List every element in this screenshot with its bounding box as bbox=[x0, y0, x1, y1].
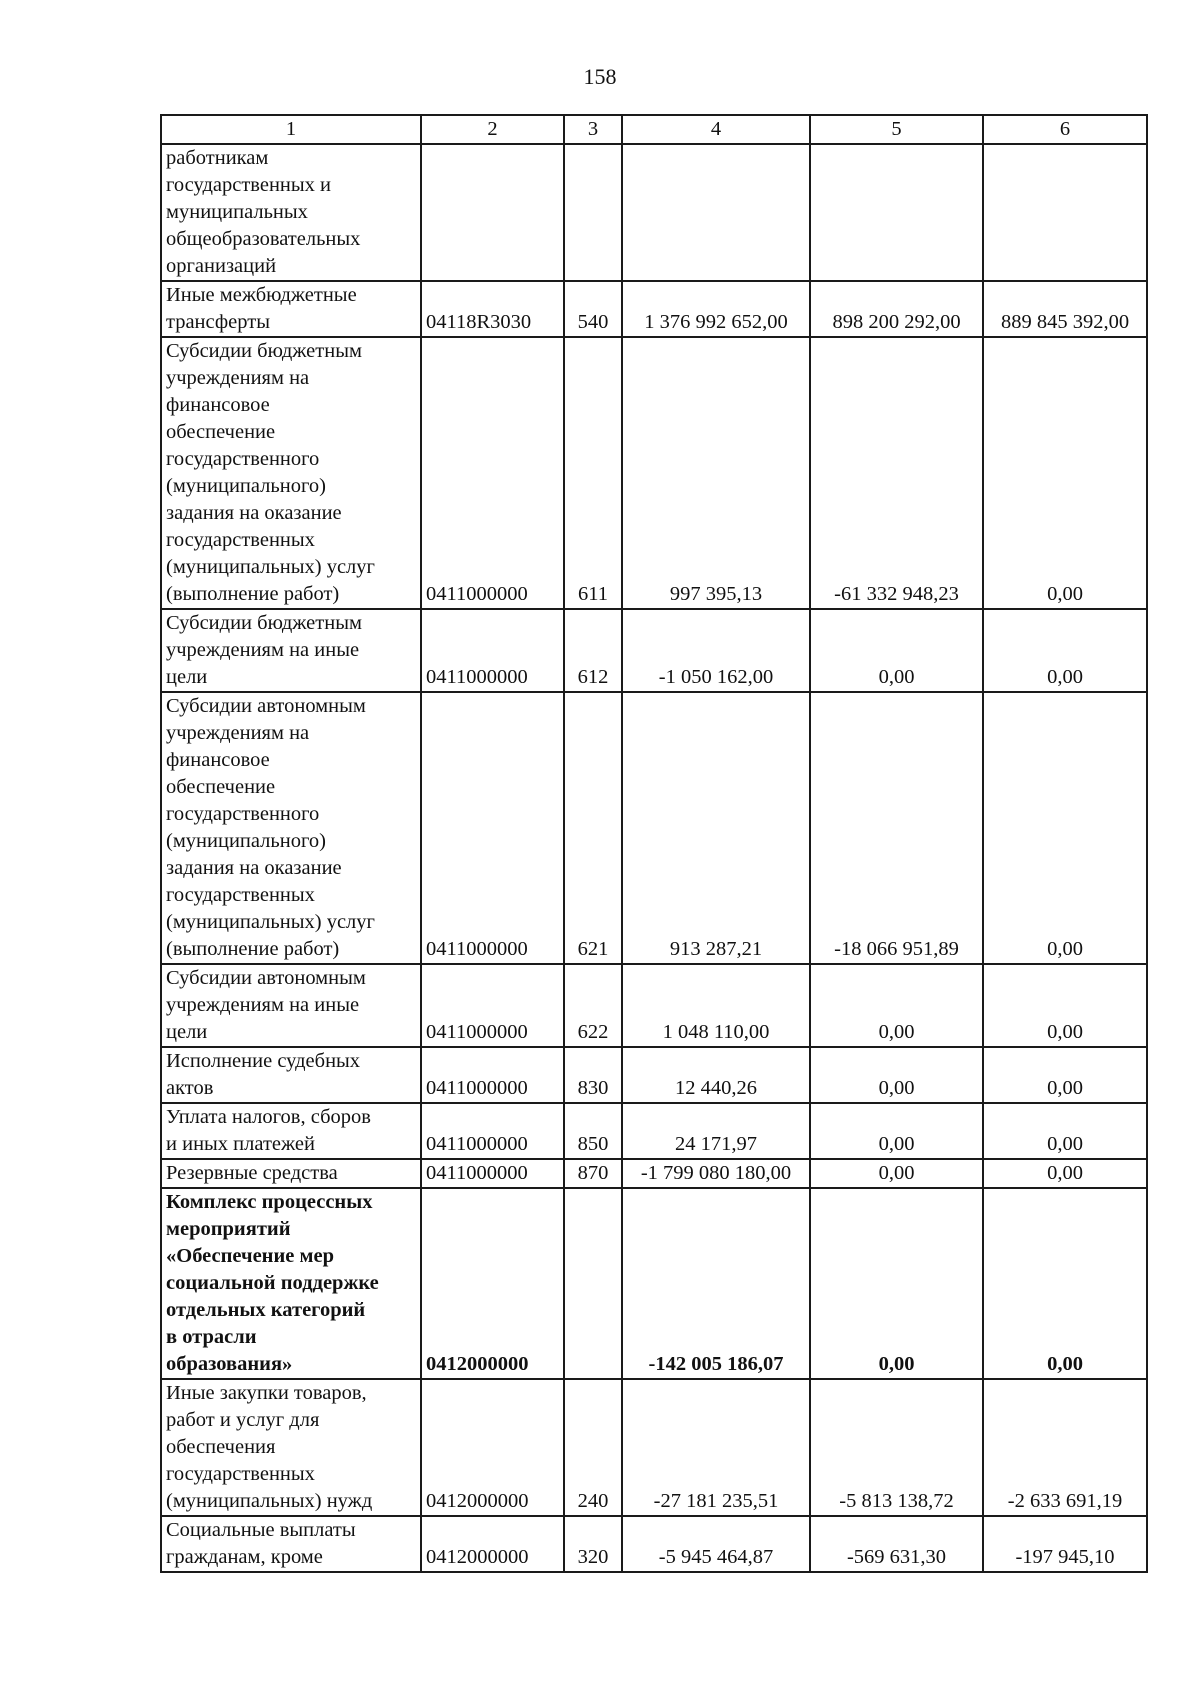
cell-expense-type-text: 830 bbox=[577, 1077, 609, 1099]
cell-code bbox=[421, 1188, 564, 1379]
cell-code-text: 0411000000 bbox=[426, 583, 528, 605]
cell-expense-type-text: 612 bbox=[577, 666, 609, 688]
cell-code-text: 0411000000 bbox=[426, 1021, 528, 1043]
column-header: 2 bbox=[421, 115, 564, 144]
cell-description-text: Иные межбюджетные трансферты bbox=[166, 284, 357, 333]
cell-amount-col6-text: 0,00 bbox=[1047, 938, 1083, 960]
cell-code-text: 04118R3030 bbox=[426, 311, 532, 333]
cell-amount-col5-text: -5 813 138,72 bbox=[839, 1490, 954, 1512]
cell-description-text: Субсидии бюджетным учреждениям на финансовое обеспечение государственного (муниципального) задания на оказание государственных (муниципальных) услуг (выполнение работ) bbox=[166, 340, 375, 605]
cell-amount-col5-text: -61 332 948,23 bbox=[834, 583, 959, 605]
cell-amount-col5-text: 0,00 bbox=[878, 1353, 915, 1375]
cell-code bbox=[421, 1047, 564, 1103]
cell-amount-col4-text: -1 799 080 180,00 bbox=[640, 1162, 792, 1184]
cell-amount-col4-text: 913 287,21 bbox=[669, 938, 763, 960]
cell-amount-col6 bbox=[983, 692, 1147, 964]
cell-expense-type bbox=[564, 144, 622, 281]
cell-amount-col5 bbox=[810, 1159, 983, 1188]
cell-expense-type bbox=[564, 281, 622, 337]
cell-code bbox=[421, 1379, 564, 1516]
cell-amount-col6-text: 889 845 392,00 bbox=[1000, 311, 1130, 333]
cell-amount-col6-text: -197 945,10 bbox=[1015, 1546, 1115, 1568]
cell-amount-col6-text: 0,00 bbox=[1047, 1021, 1083, 1043]
cell-amount-col4 bbox=[622, 281, 810, 337]
cell-code bbox=[421, 609, 564, 692]
cell-amount-col4 bbox=[622, 144, 810, 281]
cell-amount-col6 bbox=[983, 1379, 1147, 1516]
cell-code bbox=[421, 337, 564, 609]
cell-amount-col5-text: 898 200 292,00 bbox=[832, 311, 961, 333]
cell-amount-col6 bbox=[983, 964, 1147, 1047]
cell-description-text: Субсидии автономным учреждениям на иные цели bbox=[166, 967, 366, 1043]
cell-description bbox=[161, 1188, 421, 1379]
cell-amount-col6 bbox=[983, 1047, 1147, 1103]
cell-expense-type bbox=[564, 964, 622, 1047]
cell-code bbox=[421, 281, 564, 337]
cell-amount-col4-text: 12 440,26 bbox=[675, 1077, 757, 1099]
cell-expense-type bbox=[564, 692, 622, 964]
column-header: 6 bbox=[983, 115, 1147, 144]
cell-amount-col5 bbox=[810, 1188, 983, 1379]
cell-description bbox=[161, 337, 421, 609]
budget-table bbox=[160, 114, 1148, 1573]
cell-description-text: Комплекс процессных мероприятий «Обеспечение мер социальной поддержке отдельных категорий в отрасли образования» bbox=[166, 1191, 379, 1375]
cell-code-text: 0412000000 bbox=[426, 1353, 529, 1375]
cell-code bbox=[421, 1103, 564, 1159]
column-header: 3 bbox=[564, 115, 622, 144]
cell-expense-type bbox=[564, 1379, 622, 1516]
cell-expense-type-text: 870 bbox=[577, 1162, 609, 1184]
cell-amount-col6 bbox=[983, 1516, 1147, 1572]
cell-description bbox=[161, 1379, 421, 1516]
cell-code-text: 0412000000 bbox=[426, 1546, 529, 1568]
cell-code bbox=[421, 692, 564, 964]
cell-amount-col6 bbox=[983, 144, 1147, 281]
cell-amount-col6-text: -2 633 691,19 bbox=[1007, 1490, 1123, 1512]
cell-amount-col6-text: 0,00 bbox=[1047, 1133, 1083, 1155]
cell-amount-col4-text: -142 005 186,07 bbox=[648, 1353, 784, 1375]
cell-code bbox=[421, 1159, 564, 1188]
cell-description-text: Уплата налогов, сборов и иных платежей bbox=[166, 1106, 371, 1155]
table-row bbox=[161, 964, 1147, 1047]
table-row bbox=[161, 144, 1147, 281]
column-header: 1 bbox=[161, 115, 421, 144]
cell-amount-col5 bbox=[810, 1103, 983, 1159]
table-row bbox=[161, 692, 1147, 964]
cell-description bbox=[161, 1159, 421, 1188]
cell-code bbox=[421, 964, 564, 1047]
table-header-row bbox=[161, 115, 1147, 144]
cell-expense-type-text: 850 bbox=[577, 1133, 609, 1155]
cell-description bbox=[161, 144, 421, 281]
cell-amount-col4 bbox=[622, 1103, 810, 1159]
cell-amount-col6 bbox=[983, 337, 1147, 609]
page-number: 158 bbox=[583, 64, 617, 89]
cell-amount-col4 bbox=[622, 1159, 810, 1188]
cell-expense-type-text: 540 bbox=[577, 311, 609, 333]
table-row bbox=[161, 1379, 1147, 1516]
cell-amount-col5-text: 0,00 bbox=[878, 1162, 915, 1184]
cell-expense-type-text: 621 bbox=[577, 938, 609, 960]
cell-amount-col5-text: -569 631,30 bbox=[846, 1546, 947, 1568]
cell-amount-col4-text: 1 376 992 652,00 bbox=[644, 311, 788, 333]
column-header: 4 bbox=[622, 115, 810, 144]
cell-amount-col6-text: 0,00 bbox=[1047, 1162, 1083, 1184]
cell-amount-col4 bbox=[622, 692, 810, 964]
cell-code-text: 0411000000 bbox=[426, 1077, 528, 1099]
cell-expense-type-text: 611 bbox=[578, 583, 608, 605]
cell-amount-col5 bbox=[810, 609, 983, 692]
cell-amount-col6-text: 0,00 bbox=[1047, 583, 1083, 605]
cell-amount-col5-text: 0,00 bbox=[878, 666, 915, 688]
cell-amount-col4 bbox=[622, 1047, 810, 1103]
table-row bbox=[161, 281, 1147, 337]
cell-amount-col4 bbox=[622, 964, 810, 1047]
cell-amount-col5 bbox=[810, 692, 983, 964]
table-row bbox=[161, 1188, 1147, 1379]
cell-amount-col4 bbox=[622, 1188, 810, 1379]
cell-amount-col5 bbox=[810, 337, 983, 609]
column-header: 5 bbox=[810, 115, 983, 144]
cell-description bbox=[161, 692, 421, 964]
table-row bbox=[161, 1047, 1147, 1103]
cell-amount-col6-text: 0,00 bbox=[1047, 666, 1083, 688]
cell-amount-col6 bbox=[983, 1188, 1147, 1379]
cell-amount-col5 bbox=[810, 964, 983, 1047]
cell-code-text: 0411000000 bbox=[426, 1133, 528, 1155]
cell-code-text: 0411000000 bbox=[426, 938, 528, 960]
cell-amount-col6 bbox=[983, 1103, 1147, 1159]
cell-amount-col4-text: -5 945 464,87 bbox=[658, 1546, 774, 1568]
cell-amount-col5 bbox=[810, 281, 983, 337]
cell-amount-col5 bbox=[810, 144, 983, 281]
cell-amount-col4-text: 997 395,13 bbox=[669, 583, 763, 605]
table-row bbox=[161, 337, 1147, 609]
cell-amount-col6 bbox=[983, 609, 1147, 692]
cell-amount-col4 bbox=[622, 337, 810, 609]
cell-code bbox=[421, 144, 564, 281]
cell-description-text: Исполнение судебных актов bbox=[166, 1050, 361, 1099]
cell-code-text: 0411000000 bbox=[426, 1162, 528, 1184]
cell-code-text: 0411000000 bbox=[426, 666, 528, 688]
cell-expense-type bbox=[564, 1159, 622, 1188]
cell-expense-type bbox=[564, 1103, 622, 1159]
cell-description-text: Резервные средства bbox=[166, 1162, 338, 1184]
cell-expense-type bbox=[564, 1516, 622, 1572]
cell-amount-col5-text: -18 066 951,89 bbox=[834, 938, 959, 960]
cell-expense-type bbox=[564, 337, 622, 609]
cell-description-text: Иные закупки товаров, работ и услуг для обеспечения государственных (муниципальных) нужд bbox=[166, 1382, 373, 1512]
cell-description bbox=[161, 281, 421, 337]
table-row bbox=[161, 1159, 1147, 1188]
cell-amount-col5 bbox=[810, 1047, 983, 1103]
table-row bbox=[161, 1103, 1147, 1159]
cell-description-text: работникам государственных и муниципальных общеобразовательных организаций bbox=[166, 147, 361, 277]
cell-amount-col6-text: 0,00 bbox=[1047, 1077, 1083, 1099]
cell-description bbox=[161, 964, 421, 1047]
cell-amount-col6 bbox=[983, 281, 1147, 337]
cell-expense-type bbox=[564, 609, 622, 692]
cell-description bbox=[161, 1103, 421, 1159]
cell-description-text: Субсидии бюджетным учреждениям на иные цели bbox=[166, 612, 362, 688]
cell-expense-type-text: 320 bbox=[577, 1546, 609, 1568]
cell-amount-col5 bbox=[810, 1516, 983, 1572]
cell-description bbox=[161, 1047, 421, 1103]
cell-amount-col5-text: 0,00 bbox=[878, 1021, 915, 1043]
cell-amount-col5 bbox=[810, 1379, 983, 1516]
cell-code bbox=[421, 1516, 564, 1572]
cell-description bbox=[161, 609, 421, 692]
table-row bbox=[161, 1516, 1147, 1572]
cell-expense-type-text: 622 bbox=[577, 1021, 609, 1043]
cell-expense-type bbox=[564, 1047, 622, 1103]
cell-amount-col6 bbox=[983, 1159, 1147, 1188]
cell-description-text: Социальные выплаты гражданам, кроме bbox=[166, 1519, 356, 1568]
cell-amount-col5-text: 0,00 bbox=[878, 1133, 915, 1155]
cell-code-text: 0412000000 bbox=[426, 1490, 529, 1512]
cell-amount-col4-text: 24 171,97 bbox=[675, 1133, 757, 1155]
cell-amount-col4-text: 1 048 110,00 bbox=[662, 1021, 770, 1043]
cell-amount-col4 bbox=[622, 1516, 810, 1572]
cell-expense-type-text: 240 bbox=[577, 1490, 609, 1512]
cell-description-text: Субсидии автономным учреждениям на финансовое обеспечение государственного (муниципального) задания на оказание государственных (муниципальных) услуг (выполнение работ) bbox=[166, 695, 375, 960]
table-row bbox=[161, 609, 1147, 692]
cell-description bbox=[161, 1516, 421, 1572]
cell-amount-col4-text: -27 181 235,51 bbox=[653, 1490, 779, 1512]
cell-amount-col6-text: 0,00 bbox=[1047, 1353, 1083, 1375]
cell-amount-col4 bbox=[622, 609, 810, 692]
cell-amount-col4 bbox=[622, 1379, 810, 1516]
cell-expense-type bbox=[564, 1188, 622, 1379]
cell-amount-col5-text: 0,00 bbox=[878, 1077, 915, 1099]
cell-amount-col4-text: -1 050 162,00 bbox=[658, 666, 774, 688]
